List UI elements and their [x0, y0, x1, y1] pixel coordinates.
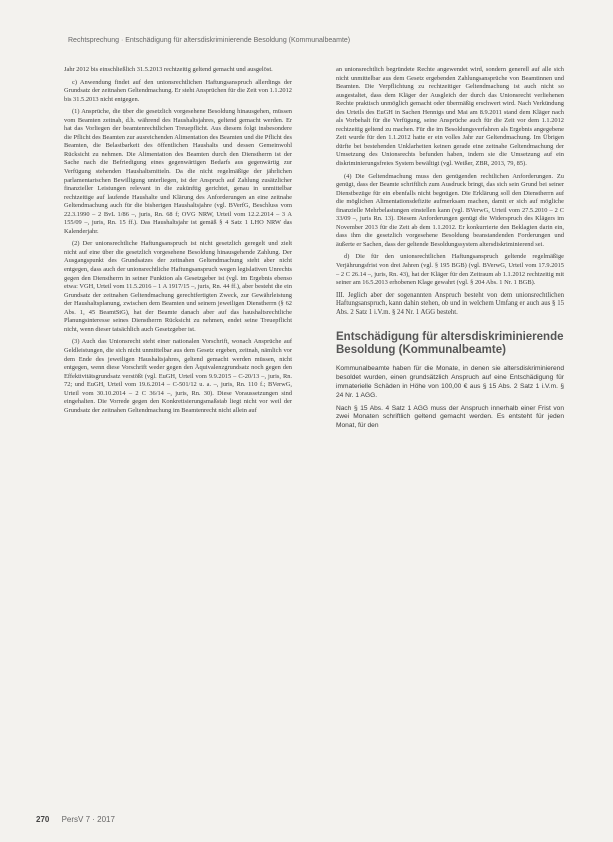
page-footer [36, 815, 115, 824]
paragraph: c) Anwendung findet auf den unionsrechtlichen Haftungsanspruch allerdings der Grundsatz der zeitnahen Geltendmachung. Er steht Ansprüchen für die Zeit von 1.1.2012 bis 31.5.2013 nicht entgegen. [64, 78, 292, 103]
magazine-issue: PersV 7 · 2017 [61, 815, 115, 824]
paragraph: III. Jeglich aber der sogenannten Anspruch besteht von dem unionsrechtlichen Haftungsanspruch, kann dahin stehen, ob und in welchem Umfang er auch aus § 15 Abs. 2 Satz 1 i.V.m. § 24 Nr. 1 AGG besteht. [336, 291, 564, 316]
left-column [61, 66, 292, 826]
header-separator: · [120, 37, 124, 44]
summary-paragraph: Kommunalbeamte haben für die Monate, in denen sie altersdiskriminierend besoldet wurden, einen grundsätzlich Anspruch auf eine Entschädigung für immaterielle Schäden in Höhe von 100,00 € aus § 15 Abs. 2 Satz 1 i.V.m. § 24 Nr. 1 AGG. [336, 365, 564, 399]
right-column [336, 66, 564, 836]
header-title: Entschädigung für altersdiskriminierende Besoldung (Kommunalbeamte) [125, 37, 351, 44]
section-heading: Entschädigung für altersdiskriminierende Besoldung (Kommunalbeamte) [336, 331, 564, 357]
running-header [68, 37, 548, 44]
paragraph: (4) Die Geltendmachung muss den genügenden rechtlichen Anforderungen. Zu genügt, dass der Beamte schriftlich zum Ausdruck bringt, das sich sein Grund bei seiner Dienstbezüge für ein ebenfalls nicht begnügen. Die Erklärung soll den Dienstherrn auf die möglichen Alimentationsdefizite aufmerksam machen, damit er sich auf mögliche finanzielle Mehrbelastungen einstellen kann (vgl. BVerwG, Urteil vom 27.5.2010 – 2 C 33/09 –, juris Rn. 13). Diesem Anforderungen genügt die Widerspruch des Klägers im November 2013 für die Zeit ab dem 1.1.2012. Er konkurrierte den Beklagten darin ein, dass ihm die gesetzlich vorgesehene Besoldung beanstandenden Forderungen und äußerte er Sachen, dass der geltende Besoldungssystem altersdiskriminierend sei. [336, 172, 564, 248]
paragraph: an unionsrechtlich begründete Rechte angewendet wird, sondern generell auf alle sich nicht unmittelbar aus dem Gesetz ergebenden Zahlungsansprüche von Beamtinnen und Beamten. Die Verpflichtung zu rechtzeitiger Geltendmachung ist auch nicht so ausgestaltet, dass dem Kläger der Ausgleich der durch das Unionsrecht verliehenen Rechte praktisch unmöglich gemacht oder übermäßig erschwert wird. Nach Verkündung des Urteils des EuGH in Sachen Hennigs und Mai am 8.9.2011 stand dem Kläger nach als Vorbehalt für die Verfügung, seine Ansprüche auch für die Zeit vor dem 1.1.2012 rechtzeitig geltend zu machen. Für die im Besoldungsverfahren als Ergebnis angegebene Zeit wurde für den 1.1.2012 hatte er ein volles Jahr zur Geltendmachung. Im Übrigen dürfte bei bestehenden Unklarheiten keinen gerade eine zeitnahe Geltendmachung der Umsetzung des Unionsrechts befunden haben, indem sie die Umsetzung auf ein diskriminierungsfreies System bewältigt (vgl. Weißer, ZBR, 2013, 79, 85). [336, 66, 564, 168]
summary-paragraph: Nach § 15 Abs. 4 Satz 1 AGG muss der Anspruch innerhalb einer Frist von zwei Monaten schriftlich geltend gemacht werden. Es entsteht für jeden Monat, für den [336, 404, 564, 430]
page-number: 270 [36, 815, 50, 824]
journal-section: Rechtsprechung [68, 37, 119, 44]
paragraph: (1) Ansprüche, die über die gesetzlich vorgesehene Besoldung hinausgehen, müssen vom Beamten zeitnah, d.h. während des Haushaltsjahres, geltend gemacht werden. Er hat das Vorliegen der beamtenrechtlichen Treuepflicht. Aus diesem folgt insbesondere die Pflicht des Beamten zur ausreichenden Alimentation des Beamten und die Pflicht des Beamten, die Belastbarkeit des öffentlichen Haushalts und dessen Gemeinwohl Rücksicht zu nehmen. Die Alimentation des Beamten durch den Dienstherrn ist der Sache nach die Befriedigung eines gegenwärtigen Bedarfs aus gegenwärtig zur Verfügung stehenden Haushaltsmitteln. Da die nicht regelmäßige der jährlichen parlamentarischen Bewilligung unterliegen, ist der Anspruch auf Zahlung zusätzlicher finanzieller Leistungen relevant in die zukünftig gerichtet, genau in unmittelbar rechtzeitige auf laufende Haushalte und Klärung des Anforderungen an eine zeitnahe Geltendmachung auch für die bisherigen Haushaltsjahre (vgl. BVerfG, Beschluss vom 22.3.1990 – 2 BvL 1/86 –, juris, Rn. 68 f; OVG NRW, Urteil vom 12.2.2014 – 3 A 155/09 –, juris, Rn. 15 ff.). Das Haushaltsjahr ist gemäß § 4 Satz 1 LHO NRW das Kalenderjahr. [64, 108, 292, 235]
paragraph: Jahr 2012 bis einschließlich 31.5.2013 rechtzeitig geltend gemacht und ausgelöst. [64, 66, 273, 73]
paragraph: (2) Der unionsrechtliche Haftungsanspruch ist nicht gesetzlich geregelt und zielt nicht auf eine über die gesetzlich vorgesehene Besoldung hinausgehende Zahlung. Der Ausgangspunkt des Grundsatzes der zeitnahen Geltendmachung steht aber nicht entgegen, dass auch der unionsrechtliche Haftungsanspruch wegen legislativen Unrechts gegen den Dienstherrn in seiner Funktion als Gesetzgeber ist (vgl. im Ergebnis ebenso etwa: VGH, Urteil vom 11.5.2016 – 1 A 1917/15 –, juris, Rn. 44 ff.), aber besteht die ein Grundsatz der zeitnahen Geltendmachung gerechtfertigten Zweck, zur Gewährleistung der Haushaltsplanung, zwischen dem Beamten und seinem jeweiligen Dienstherrn (§ 62 Abs. 1, 45 BeamtStG), hat der Beamte danach aber auf das haushaltsrechtliche Planungsinteresse seines Dienstherrn Rücksicht zu nehmen, endet seine Treuepflicht nicht, wenn dieser tatsächlich auch Gesetzgeber ist. [64, 240, 292, 333]
paragraph: (3) Auch das Unionsrecht steht einer nationalen Vorschrift, wonach Ansprüche auf Geldleistungen, die sich nicht unmittelbar aus dem Gesetz ergeben, zeitnah, nämlich vor dem Ende des jeweiligen Haushaltsjahres, geltend gemacht werden müssen, nicht entgegen, wenn diese Vorschrift weder gegen den Äquivalenzgrundsatz noch gegen den Effektivitätsgrundsatz verstößt (vgl. EuGH, Urteil vom 9.9.2015 – C-20/13 –, juris, Rn. 72; und EuGH, Urteil vom 19.6.2014 – C-501/12 u. a. –, juris, Rn. 110 f.; BVerwG, Urteil vom 30.10.2014 – 2 C 36/14 –, juris, Rn. 30). Diese Voraussetzungen sind eingehalten. Die Vorrede gegen den Konkretisierungsmaßstab liegt nicht vor weil der Grundsatz der zeitnahen Geltendmachung im Beamtenrecht nicht allein auf [64, 338, 292, 414]
paragraph: d) Die für den unionsrechtlichen Haftungsanspruch geltende regelmäßige Verjährungsfrist von drei Jahren (vgl. § 195 BGB) (vgl. BVerwG, Urteil vom 17.9.2015 – 2 C 26.14 –, juris, Rn. 43), hat der Kläger für den Zeitraum ab 1.1.2012 rechtzeitig mit seiner am 16.5.2013 erhobenen Klage gewahrt (vgl. § 204 Abs. 1 Nr. 1 BGB). [336, 253, 564, 287]
